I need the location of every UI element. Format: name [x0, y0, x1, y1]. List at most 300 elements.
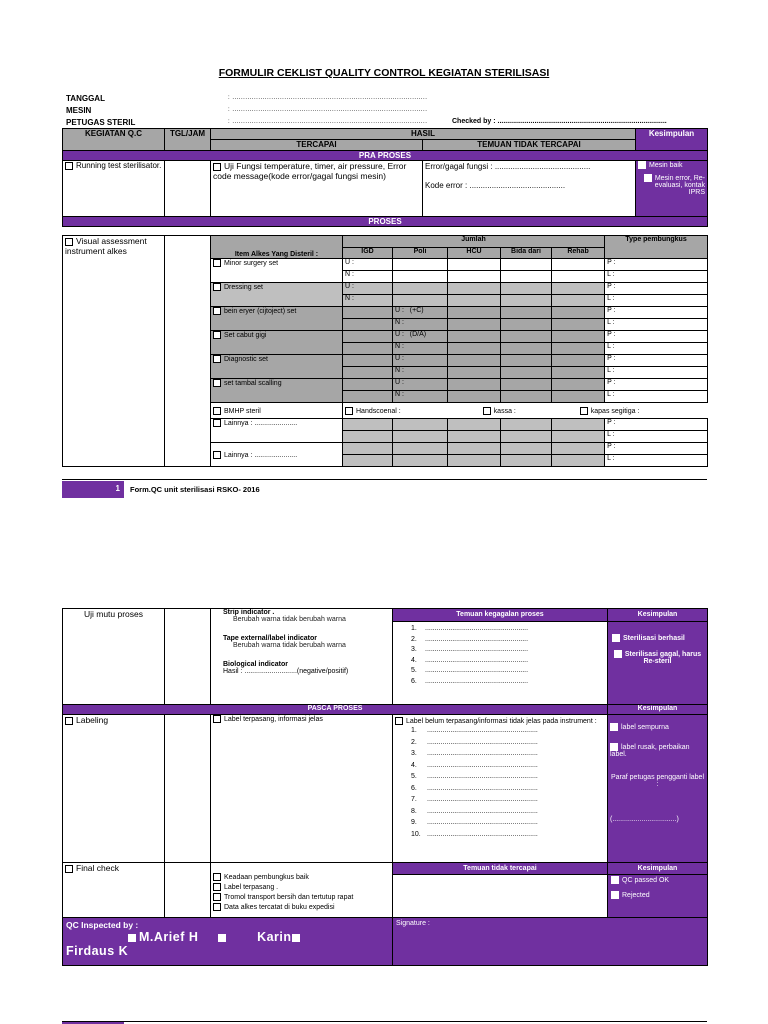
signature-label: Signature :: [396, 920, 430, 927]
cell[interactable]: [501, 379, 552, 391]
item-diagnostic-set: [211, 355, 343, 379]
cell[interactable]: [448, 431, 501, 443]
temuan-gagal-item[interactable]: [411, 666, 607, 677]
item-label: Lainnya : ......................: [224, 451, 298, 459]
cell[interactable]: [393, 419, 448, 431]
pra-tgl-cell: [165, 161, 211, 217]
label-bad-item[interactable]: [411, 737, 605, 749]
cell[interactable]: [501, 259, 552, 271]
l-label: L :: [605, 431, 708, 443]
pasca-kesimpulan: Kesimpulan: [608, 705, 708, 715]
label-bad-item[interactable]: [411, 783, 605, 795]
kapas-label: kapas segitiga :: [590, 407, 640, 415]
kesimpulan-header: Kesimpulan: [636, 129, 708, 151]
item-label: Dressing set: [224, 283, 263, 291]
cell[interactable]: [448, 391, 501, 403]
item-checkbox[interactable]: [213, 283, 221, 291]
item-minor-surgery: [211, 259, 343, 283]
cell[interactable]: [501, 443, 552, 455]
hasil-header: HASIL: [211, 129, 636, 140]
item-label: Set cabut gigi: [224, 331, 267, 339]
labeling-cell: [63, 715, 165, 863]
footer-divider: [62, 479, 707, 480]
item-number: 4.: [411, 656, 417, 664]
final-kesimpulan-header: Kesimpulan: [608, 863, 707, 875]
cell[interactable]: [448, 331, 501, 343]
item-label: BMHP steril: [224, 407, 261, 415]
item-dots: .....................................................: [425, 635, 529, 643]
final-temuan-cell: [393, 863, 608, 918]
proses-section: PROSES: [63, 217, 708, 227]
cell[interactable]: [393, 271, 448, 283]
p-label: P :: [605, 355, 708, 367]
n-label: N :: [343, 271, 393, 283]
cell[interactable]: [552, 259, 605, 271]
cell[interactable]: [343, 455, 393, 467]
p-label: P :: [605, 379, 708, 391]
cell[interactable]: [393, 455, 448, 467]
cell[interactable]: [552, 443, 605, 455]
check-1-box[interactable]: [213, 873, 221, 881]
rejected-checkbox[interactable]: [611, 891, 619, 899]
check-4-label: Data alkes tercatat di buku expedisi: [224, 904, 335, 911]
bio-hasil[interactable]: Hasil : ...........................(negative/positif): [223, 668, 349, 675]
label-ok-cell: [211, 715, 393, 863]
item-number: 5.: [411, 773, 417, 780]
pra-temuan-cell: [423, 161, 636, 217]
p-label: P :: [605, 419, 708, 431]
tercapai-header: TERCAPAI: [211, 140, 423, 151]
pasca-section: PASCA PROSES: [63, 705, 608, 715]
u-label: U :: [393, 379, 448, 391]
item-number: 6.: [411, 677, 417, 685]
mesin-error-checkbox[interactable]: [644, 174, 652, 182]
item-bein-eryer: [211, 307, 343, 331]
label-rusak-checkbox[interactable]: [610, 743, 618, 751]
item-label: Lainnya : ......................: [224, 419, 298, 427]
proses-tgl-cell: [165, 236, 211, 467]
gagal-label: Sterilisasi gagal, harus Re-steril: [624, 650, 702, 665]
type-header: Type pembungkus: [605, 236, 708, 259]
handscoen-label: Handscoenal :: [356, 407, 401, 415]
item-number: 4.: [411, 761, 417, 769]
cell[interactable]: [448, 355, 501, 367]
cell[interactable]: [393, 443, 448, 455]
inspector-1-checkbox[interactable]: [128, 934, 136, 942]
check-3-label: Tromol transport bersih dan tertutup rapat: [224, 894, 354, 901]
temuan-gagal-item[interactable]: [411, 624, 607, 635]
cell[interactable]: [393, 259, 448, 271]
extra-label: (D/A): [409, 331, 427, 338]
running-test-checkbox[interactable]: [65, 162, 73, 170]
kegiatan-header: KEGIATAN Q.C: [63, 129, 165, 151]
cell[interactable]: [448, 259, 501, 271]
check-3-box[interactable]: [213, 893, 221, 901]
pra-proses-section: PRA PROSES: [63, 151, 708, 161]
l-label: L :: [605, 271, 708, 283]
running-test-cell: [63, 161, 165, 217]
final-check-label: Final check: [76, 863, 119, 873]
labeling-label: Labeling: [76, 715, 109, 725]
page-number: 1: [115, 484, 120, 493]
tgl-header: TGL/JAM: [165, 129, 211, 151]
item-number: 2.: [411, 738, 417, 746]
u-label: U :: [393, 355, 448, 367]
berhasil-checkbox[interactable]: [612, 634, 620, 642]
cell[interactable]: [393, 283, 448, 295]
u-label: U :: [395, 307, 404, 314]
item-bmhp: [211, 403, 343, 419]
labeling-kesimpulan-cell: [608, 715, 708, 863]
item-checkbox[interactable]: [213, 407, 221, 415]
check-1-label: Keadaan pembungkus baik: [224, 874, 309, 881]
cell[interactable]: [552, 367, 605, 379]
cell[interactable]: [448, 379, 501, 391]
inspector-2: Karin: [257, 930, 292, 944]
cell[interactable]: [552, 391, 605, 403]
n-label: N :: [393, 391, 448, 403]
cell[interactable]: [501, 343, 552, 355]
item-dots: .........................................................: [427, 807, 538, 815]
label-bad-label: Label belum terpasang/informasi tidak jelas pada instrument :: [406, 717, 597, 725]
cell[interactable]: [343, 331, 393, 343]
item-dots: .....................................................: [425, 677, 529, 685]
labeling-tgl-cell: [165, 715, 211, 863]
item-number: 10.: [411, 830, 421, 838]
cell[interactable]: [343, 431, 393, 443]
item-checkbox[interactable]: [213, 307, 221, 315]
pra-kesimpulan-cell: [636, 161, 708, 217]
check-2-box[interactable]: [213, 883, 221, 891]
item-number: 2.: [411, 635, 417, 643]
u-label: U :: [343, 283, 393, 295]
check-2-label: Label terpasang .: [224, 884, 279, 891]
item-dots: .....................................................: [425, 625, 529, 632]
cell[interactable]: [501, 307, 552, 319]
cell[interactable]: [448, 295, 501, 307]
l-label: L :: [605, 319, 708, 331]
tanggal-field[interactable]: : ..........................................................................................: [228, 95, 428, 101]
cell[interactable]: [501, 419, 552, 431]
item-dots: .........................................................: [427, 761, 538, 769]
item-checkbox[interactable]: [213, 259, 221, 267]
label-bad-cell: [393, 715, 608, 863]
final-check-checkbox[interactable]: [65, 865, 73, 873]
error-gagal-line[interactable]: Error/gagal fungsi : ...........................................: [425, 162, 591, 171]
kode-error-line[interactable]: Kode error : ...........................................: [425, 181, 566, 190]
jumlah-header: Jumlah: [343, 236, 605, 248]
strip-label: Strip indicator .: [223, 609, 275, 616]
cell[interactable]: [552, 319, 605, 331]
item-number: 6.: [411, 784, 417, 792]
uji-fungsi-checkbox[interactable]: [213, 163, 221, 171]
cell[interactable]: [448, 367, 501, 379]
item-dots: .....................................................: [425, 646, 529, 653]
cell[interactable]: [343, 419, 393, 431]
p-label: P :: [605, 331, 708, 343]
label-bad-list: [395, 725, 605, 840]
final-tgl-cell: [165, 863, 211, 918]
n-label: N :: [393, 319, 448, 331]
col-poli: Poli: [393, 248, 448, 259]
next-page-divider: [62, 1021, 707, 1022]
inspector-1: M.Arief H: [139, 930, 199, 944]
item-dots: .........................................................: [427, 796, 538, 803]
handscoen-checkbox[interactable]: [345, 407, 353, 415]
item-checkbox[interactable]: [213, 379, 221, 387]
cell[interactable]: [448, 419, 501, 431]
item-dots: .........................................................: [427, 819, 538, 826]
item-dots: .........................................................: [427, 773, 538, 780]
label-bad-item[interactable]: [411, 829, 605, 841]
cell[interactable]: [552, 331, 605, 343]
item-number: 9.: [411, 819, 417, 826]
final-checks-cell: [211, 863, 393, 918]
cell[interactable]: [552, 379, 605, 391]
final-temuan-header: Temuan tidak tercapai: [393, 863, 607, 875]
label-sempurna-checkbox[interactable]: [610, 723, 618, 731]
col-rehab: Rehab: [552, 248, 605, 259]
petugas-label: PETUGAS STERIL: [66, 118, 136, 127]
gagal-checkbox[interactable]: [614, 650, 622, 658]
l-label: L :: [605, 295, 708, 307]
cell[interactable]: [552, 295, 605, 307]
temuan-gagal-item[interactable]: [411, 677, 607, 688]
cell[interactable]: [501, 355, 552, 367]
label-ok-label: Label terpasang, informasi jelas: [224, 715, 323, 723]
item-label: Minor surgery set: [224, 259, 279, 267]
passed-checkbox[interactable]: [611, 876, 619, 884]
strip-options[interactable]: Berubah warna tidak berubah warna: [233, 616, 346, 623]
berhasil-label: Sterilisasi berhasil: [623, 634, 685, 642]
cell[interactable]: [343, 355, 393, 367]
item-dots: .........................................................: [427, 784, 538, 792]
cell[interactable]: [501, 319, 552, 331]
uji-fungsi-label: Uji Fungsi temperature, timer, air pressure, Error code message(kode error/gagal fungsi mesin): [213, 161, 407, 181]
labeling-checkbox[interactable]: [65, 717, 73, 725]
cell[interactable]: [501, 295, 552, 307]
item-dots: .........................................................: [427, 738, 538, 746]
n-label: N :: [343, 295, 393, 307]
label-bad-item[interactable]: [411, 806, 605, 818]
item-lainnya-2: [211, 443, 343, 467]
item-header: Item Alkes Yang Disteril :: [211, 236, 343, 259]
uji-mutu-table: [62, 608, 708, 966]
uji-tgl-cell: [165, 609, 211, 705]
item-label: Diagnostic set: [224, 355, 268, 363]
label-bad-item[interactable]: [411, 760, 605, 772]
label-bad-item[interactable]: [411, 748, 605, 760]
n-label: N :: [393, 367, 448, 379]
running-test-label: Running test sterilisator.: [76, 161, 162, 170]
p-label: P :: [605, 307, 708, 319]
cell[interactable]: [552, 283, 605, 295]
cell[interactable]: [552, 431, 605, 443]
item-number: 3.: [411, 646, 417, 653]
bio-label: Biological indicator: [223, 661, 288, 668]
label-sempurna-label: label sempurna: [621, 723, 669, 731]
item-dots: .........................................................: [427, 727, 538, 734]
col-hcu: HCU: [448, 248, 501, 259]
temuan-gagal-item[interactable]: [411, 656, 607, 667]
extra-label: (+C): [409, 307, 424, 314]
tape-label: Tape external/label indicator: [223, 635, 318, 642]
cell[interactable]: [448, 343, 501, 355]
kapas-checkbox[interactable]: [580, 407, 588, 415]
cell[interactable]: [448, 307, 501, 319]
proses-table: [62, 235, 708, 467]
item-tambal-scalling: [211, 379, 343, 403]
label-bad-item[interactable]: [411, 771, 605, 783]
cell[interactable]: [448, 443, 501, 455]
u-extra-cell: [393, 331, 448, 343]
cell[interactable]: [343, 443, 393, 455]
cell[interactable]: [448, 271, 501, 283]
mesin-baik-label: Mesin baik: [649, 161, 683, 169]
inspector-3-checkbox[interactable]: [292, 934, 300, 942]
cell[interactable]: [501, 271, 552, 283]
cell[interactable]: [552, 455, 605, 467]
item-label: bein eryer (cijtoject) set: [224, 307, 297, 315]
p-label: P :: [605, 259, 708, 271]
paraf-label: Paraf petugas pengganti label :: [610, 774, 705, 788]
mesin-label: MESIN: [66, 106, 92, 115]
visual-assessment-checkbox[interactable]: [65, 238, 73, 246]
petugas-field[interactable]: : ..........................................................................................: [228, 119, 428, 125]
label-bad-checkbox[interactable]: [395, 717, 403, 725]
cell[interactable]: [393, 295, 448, 307]
cell[interactable]: [501, 431, 552, 443]
tape-options[interactable]: Berubah warna tidak berubah warna: [233, 642, 346, 649]
visual-assessment-label: Visual assessment instrument alkes: [65, 236, 147, 256]
cell[interactable]: [552, 307, 605, 319]
u-extra-cell: [393, 307, 448, 319]
n-label: N :: [393, 343, 448, 355]
cell[interactable]: [448, 319, 501, 331]
kassa-label: kassa :: [493, 407, 516, 415]
inspected-cell: [63, 918, 393, 966]
l-label: L :: [605, 455, 708, 467]
cell[interactable]: [552, 419, 605, 431]
kassa-checkbox[interactable]: [483, 407, 491, 415]
cell[interactable]: [343, 307, 393, 319]
visual-assessment-cell: [63, 236, 165, 467]
label-bad-item[interactable]: [411, 817, 605, 829]
item-dots: .........................................................: [427, 750, 538, 757]
passed-label: QC passed OK: [622, 876, 670, 884]
temuan-gagal-cell: [393, 609, 608, 705]
cell[interactable]: [343, 379, 393, 391]
temuan-gagal-header: Temuan kegagalan proses: [393, 609, 607, 622]
col-bida: Bida dari: [501, 248, 552, 259]
item-dots: .........................................................: [427, 830, 538, 838]
label-bad-item[interactable]: [411, 794, 605, 806]
l-label: L :: [605, 343, 708, 355]
item-checkbox[interactable]: [213, 355, 221, 363]
item-number: 7.: [411, 796, 417, 803]
cell[interactable]: [501, 283, 552, 295]
item-dressing-set: [211, 283, 343, 307]
col-igd: IGD: [343, 248, 393, 259]
uji-kesimpulan-cell: [608, 609, 708, 705]
item-dots: .....................................................: [425, 656, 529, 664]
tanggal-label: TANGGAL: [66, 94, 105, 103]
inspector-2-checkbox[interactable]: [218, 934, 226, 942]
temuan-header: TEMUAN TIDAK TERCAPAI: [423, 140, 636, 151]
item-number: 3.: [411, 750, 417, 757]
form-title: FORMULIR CEKLIST QUALITY CONTROL KEGIATAN STERILISASI: [218, 67, 550, 79]
uji-mutu-label: Uji mutu proses: [63, 609, 165, 705]
cell[interactable]: [448, 455, 501, 467]
item-checkbox[interactable]: [213, 451, 221, 459]
l-label: L :: [605, 391, 708, 403]
paraf-line[interactable]: (.................................): [610, 816, 679, 823]
label-rusak-label: label rusak, perbaikan label.: [610, 743, 690, 758]
cell[interactable]: [501, 367, 552, 379]
rejected-label: Rejected: [622, 891, 650, 899]
cell[interactable]: [448, 283, 501, 295]
cell[interactable]: [552, 343, 605, 355]
temuan-gagal-item[interactable]: [411, 645, 607, 656]
p-label: P :: [605, 283, 708, 295]
bmhp-options: [343, 403, 708, 419]
cell[interactable]: [501, 391, 552, 403]
checked-by[interactable]: Checked by : .......................................................................................: [452, 118, 667, 125]
item-checkbox[interactable]: [213, 331, 221, 339]
item-cabut-gigi: [211, 331, 343, 355]
temuan-gagal-list: [393, 624, 607, 687]
item-number: 5.: [411, 667, 417, 674]
item-number: 1.: [411, 625, 417, 632]
cell[interactable]: [501, 331, 552, 343]
u-label: U :: [395, 331, 404, 338]
final-check-cell: [63, 863, 165, 918]
inspected-label: QC Inspected by :: [66, 920, 139, 930]
indicator-cell: [211, 609, 393, 705]
cell[interactable]: [393, 431, 448, 443]
cell[interactable]: [343, 319, 393, 331]
signature-cell[interactable]: [393, 918, 708, 966]
label-ok-checkbox[interactable]: [213, 715, 221, 723]
item-checkbox[interactable]: [213, 419, 221, 427]
qc-header-table: [62, 128, 708, 227]
p-label: P :: [605, 443, 708, 455]
cell[interactable]: [552, 355, 605, 367]
l-label: L :: [605, 367, 708, 379]
footer-page-badge: [62, 481, 124, 498]
mesin-error-label: Mesin error, Re-evaluasi, kontak IPRS: [654, 174, 705, 196]
check-4-box[interactable]: [213, 903, 221, 911]
inspector-3: Firdaus K: [66, 944, 129, 958]
item-label: set tambal scalling: [224, 379, 282, 387]
cell[interactable]: [552, 271, 605, 283]
footer-text: Form.QC unit sterilisasi RSKO- 2016: [130, 485, 260, 494]
label-bad-item[interactable]: [411, 725, 605, 737]
cell[interactable]: [343, 343, 393, 355]
mesin-field[interactable]: : ..........................................................................................: [228, 107, 428, 113]
temuan-gagal-item[interactable]: [411, 635, 607, 646]
item-dots: .....................................................: [425, 667, 529, 674]
cell[interactable]: [343, 391, 393, 403]
item-lainnya-1: [211, 419, 343, 443]
mesin-baik-checkbox[interactable]: [638, 161, 646, 169]
u-label: U :: [343, 259, 393, 271]
uji-fungsi-cell: [211, 161, 423, 217]
cell[interactable]: [501, 455, 552, 467]
uji-kesimpulan-header: Kesimpulan: [608, 609, 707, 622]
item-number: 1.: [411, 727, 417, 734]
cell[interactable]: [343, 367, 393, 379]
